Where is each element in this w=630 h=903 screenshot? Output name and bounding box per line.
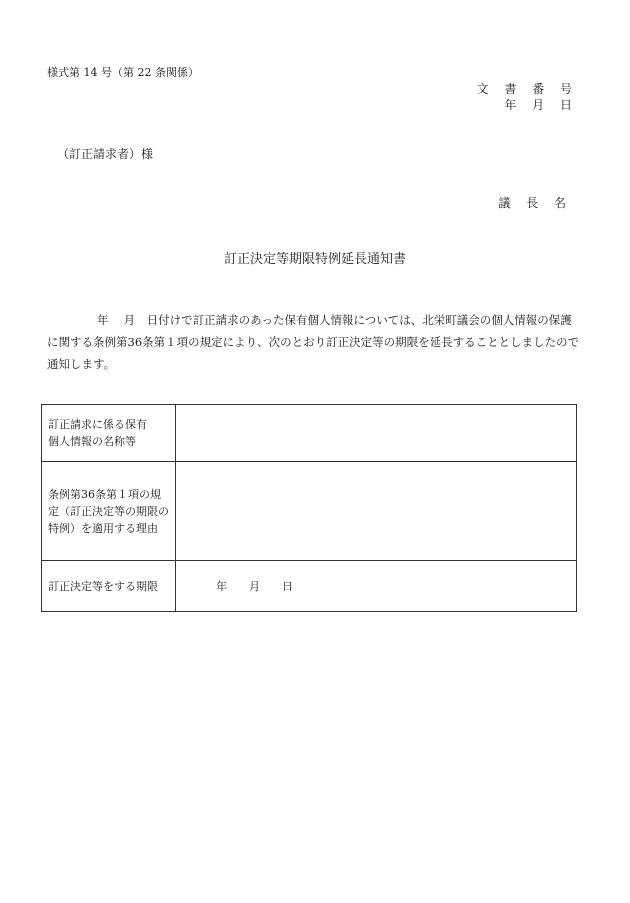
info-name-label [42, 405, 176, 462]
info-name-value [176, 405, 577, 462]
document-date-label: 年 月 日 [504, 98, 578, 112]
extension-details-table [41, 404, 577, 612]
deadline-label: 訂正決定等をする期限 [42, 561, 176, 612]
notice-body-line-3: 通知します。 [47, 357, 116, 371]
table-row-info-name [42, 405, 577, 462]
reason-label-line-2: 定（訂正決定等の期限の [48, 504, 169, 518]
reason-label [42, 462, 176, 561]
table-row-deadline [42, 561, 577, 612]
info-name-label-line-2: 個人情報の名称等 [48, 435, 136, 448]
deadline-date: 年 月 日 [216, 580, 293, 593]
table-row-reason [42, 462, 577, 561]
deadline-value-cell [176, 561, 577, 612]
form-number: 様式第 14 号（第 22 条関係） [47, 66, 199, 79]
reason-label-line-1: 条例第36条第１項の規 [48, 487, 161, 501]
reason-label-line-3: 特例）を適用する理由 [48, 521, 158, 535]
info-name-label-line-1: 訂正請求に係る保有 [48, 418, 147, 431]
document-title: 訂正決定等期限特例延長通知書 [223, 252, 406, 267]
sender-name: 議 長 名 [498, 196, 572, 210]
notice-body-line-1: 年 月 日付けで訂正請求のあった保有個人情報については、北栄町議会の個人情報の保護 [97, 313, 572, 327]
notice-body-line-2: に関する条例第36条第１項の規定により、次のとおり訂正決定等の期限を延長することとしましたので [47, 335, 580, 349]
document-number-label: 文 書 番 号 [476, 82, 578, 96]
reason-value [176, 462, 577, 561]
addressee: （訂正請求者）様 [57, 147, 154, 161]
notice-body [47, 309, 587, 375]
